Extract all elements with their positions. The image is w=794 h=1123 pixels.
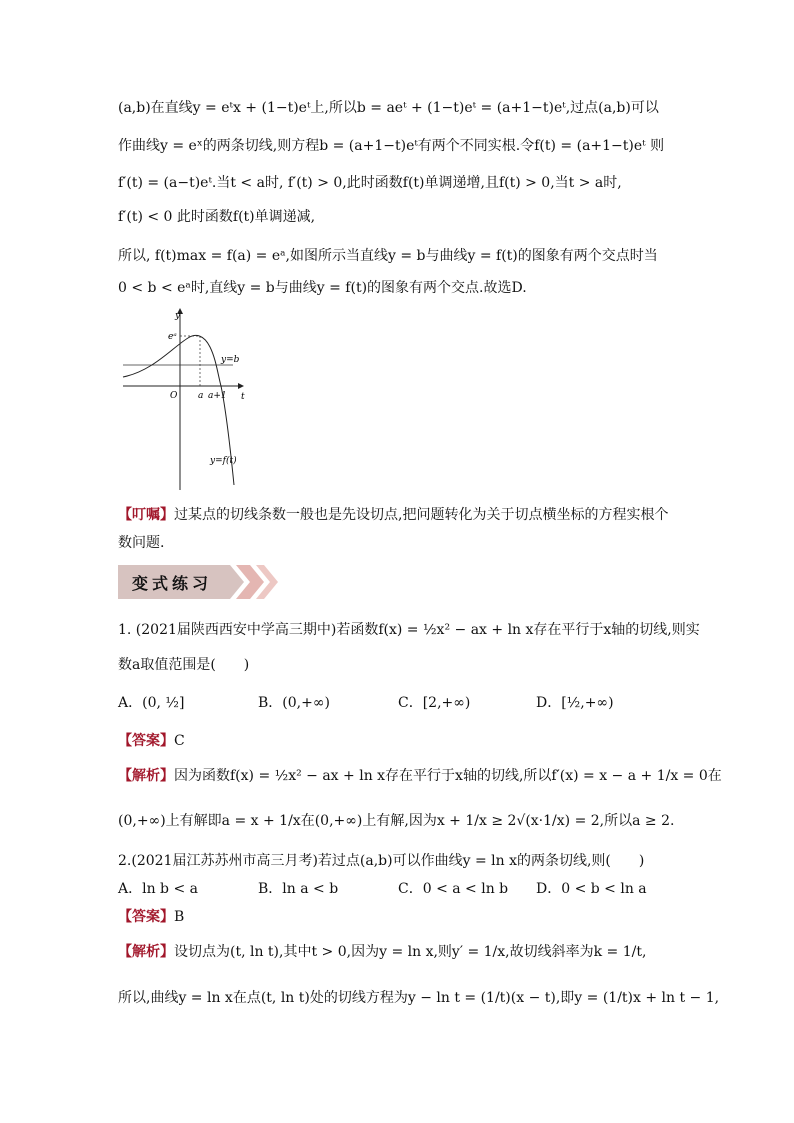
a-tick-label: a bbox=[198, 391, 204, 401]
q2-answer bbox=[118, 907, 184, 927]
y-axis-label: y bbox=[175, 311, 181, 321]
solution-line-4: f′(t) < 0 此时函数f(t)单调递减, bbox=[118, 209, 316, 225]
tip-line-1 bbox=[118, 505, 668, 525]
q1-answer bbox=[118, 731, 185, 751]
q1-analysis-line-1 bbox=[118, 766, 722, 786]
a-plus-one-label: a+1 bbox=[208, 391, 227, 401]
q2-option-b: B．ln a < b bbox=[258, 881, 339, 897]
section-title: 变式练习 bbox=[132, 574, 213, 593]
q2-stem-line-1: 2.(2021届江苏苏州市高三月考)若过点(a,b)可以作曲线y = ln x的两条切线,则( ) bbox=[118, 853, 645, 869]
q1-option-d: D．[½,+∞) bbox=[536, 695, 614, 711]
q1-stem-line-2: 数a取值范围是( ) bbox=[118, 657, 250, 673]
t-axis-label: t bbox=[241, 392, 245, 402]
solution-line-3: f′(t) = (a−t)eᵗ.当t < a时, f′(t) > 0,此时函数f(t)单调递增,且f(t) > 0,当t > a时, bbox=[118, 175, 622, 191]
q1-answer-tag: 【答案】 bbox=[118, 733, 174, 749]
solution-line-6: 0 < b < eᵃ时,直线y = b与曲线y = f(t)的图象有两个交点.故选D. bbox=[118, 280, 527, 296]
solution-line-1: (a,b)在直线y = eᵗx + (1−t)eᵗ上,所以b = aeᵗ + (1−t)eᵗ = (a+1−t)eᵗ,过点(a,b)可以 bbox=[118, 100, 659, 116]
q2-answer-tag: 【答案】 bbox=[118, 909, 174, 925]
q2-option-a: A．ln b < a bbox=[118, 881, 198, 897]
q1-option-a: A．(0, ½] bbox=[118, 695, 185, 711]
q2-analysis-line-1 bbox=[118, 942, 646, 962]
section-banner bbox=[118, 565, 278, 599]
solution-line-5: 所以, f(t)max = f(a) = eᵃ,如图所示当直线y = b与曲线y = f(t)的图象有两个交点时当 bbox=[118, 248, 658, 264]
q1-analysis-line-2: (0,+∞)上有解即a = x + 1/x在(0,+∞)上有解,因为x + 1/x ≥ 2√(x·1/x) = 2,所以a ≥ 2. bbox=[118, 813, 675, 829]
q1-stem-line-1: 1. (2021届陕西西安中学高三期中)若函数f(x) = ½x² − ax + ln x存在平行于x轴的切线,则实 bbox=[118, 622, 700, 638]
tip-text-1: 过某点的切线条数一般也是先设切点,把问题转化为关于切点横坐标的方程实根个 bbox=[174, 507, 669, 523]
solution-line-2: 作曲线y = eˣ的两条切线,则方程b = (a+1−t)eᵗ有两个不同实根.令f(t) = (a+1−t)eᵗ 则 bbox=[118, 138, 665, 154]
q2-analysis-line-2: 所以,曲线y = ln x在点(t, ln t)处的切线方程为y − ln t = (1/t)(x − t),即y = (1/t)x + ln t − 1, bbox=[118, 990, 720, 1006]
origin-label: O bbox=[170, 391, 178, 401]
peak-value-label: eᵃ bbox=[168, 332, 177, 342]
curve-label: y=f(t) bbox=[210, 456, 237, 466]
tip-line-2: 数问题. bbox=[118, 535, 165, 551]
q2-analysis-text-1: 设切点为(t, ln t),其中t > 0,因为y = ln x,则y′ = 1/x,故切线斜率为k = 1/t, bbox=[174, 944, 647, 960]
q1-option-b: B．(0,+∞) bbox=[258, 695, 330, 711]
q1-option-c: C．[2,+∞) bbox=[398, 695, 471, 711]
q2-option-c: C．0 < a < ln b bbox=[398, 881, 509, 897]
q2-answer-value: B bbox=[174, 909, 185, 925]
t-axis-arrow bbox=[238, 383, 244, 389]
line-y-b-label: y=b bbox=[221, 355, 240, 365]
q1-answer-value: C bbox=[174, 733, 185, 749]
tip-tag: 【叮嘱】 bbox=[118, 507, 174, 523]
q1-analysis-tag: 【解析】 bbox=[118, 768, 174, 784]
q2-option-d: D．0 < b < ln a bbox=[536, 881, 647, 897]
function-graph bbox=[118, 305, 248, 490]
q2-analysis-tag: 【解析】 bbox=[118, 944, 174, 960]
q1-analysis-text-1: 因为函数f(x) = ½x² − ax + ln x存在平行于x轴的切线,所以f′(x) = x − a + 1/x = 0在 bbox=[174, 768, 722, 784]
